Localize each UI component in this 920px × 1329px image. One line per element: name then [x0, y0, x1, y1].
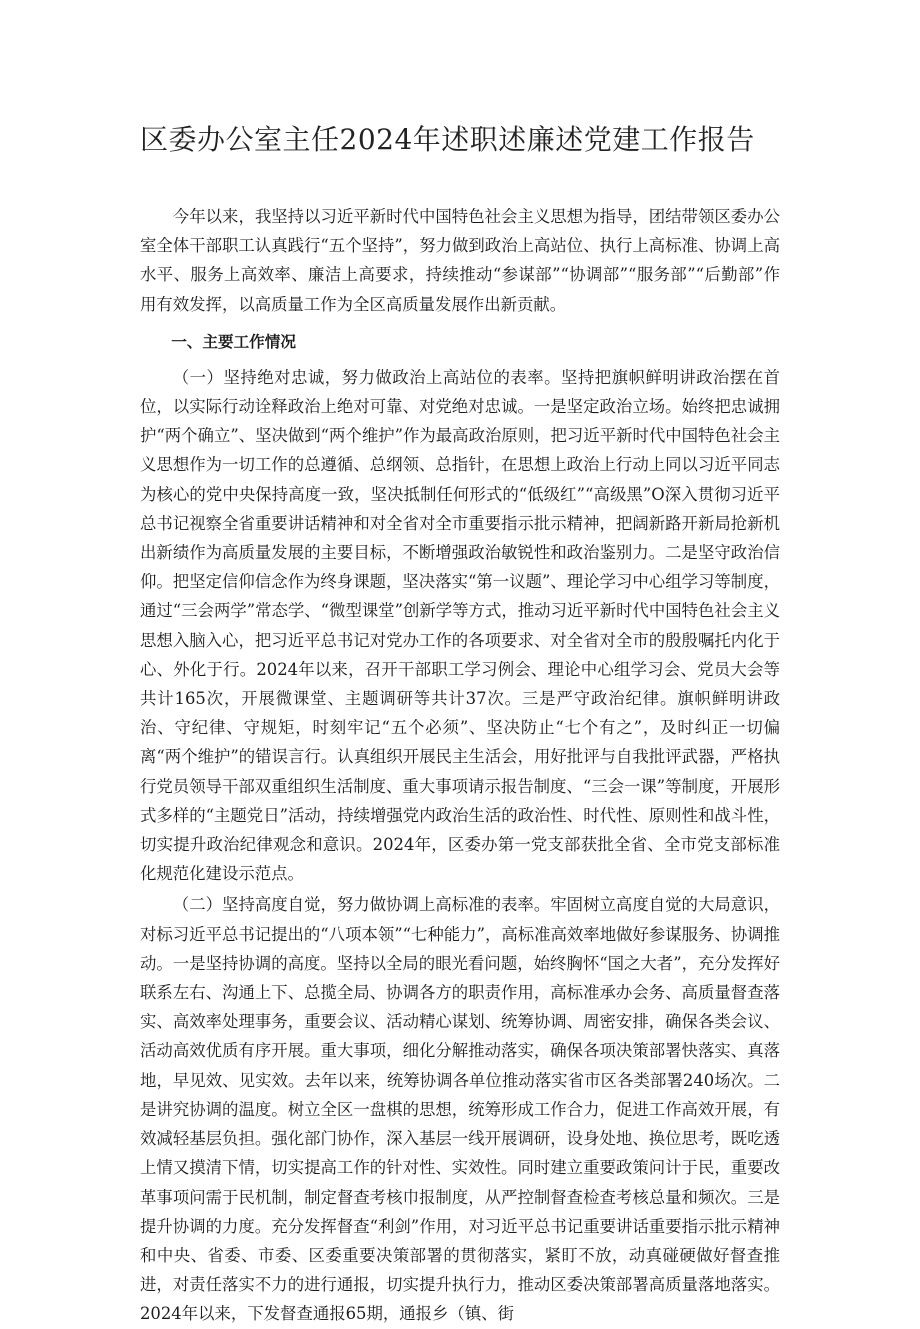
section-heading: 一、主要工作情况 — [171, 332, 296, 351]
body-paragraph-2: （二）坚持高度自觉，努力做协调上高标准的表率。牢固树立高度自觉的大局意识，对标习近平总书记提出的“八项本领”“七种能力”，高标准高效率地做好参谋服务、协调推动。一是坚持协调的高度。坚持以全局的眼光看问题，始终胸怀“国之大者”，充分发挥好联系左右、沟通上下、总揽全局、协调各方的职责作用，高标准承办会务、高质量督查落实、高效率处理事务，重要会议、活动精心谋划、统筹协调、周密安排，确保各类会议、活动高效优质有序开展。重大事项，细化分解推动落实，确保各项决策部署快落实、真落地，早见效、见实效。去年以来，统筹协调各单位推动落实省市区各类部署240场次。二是讲究协调的温度。树立全区一盘棋的思想，统筹形成工作合力，促进工作高效开展，有效减轻基层负担。强化部门协作，深入基层一线开展调研，设身处地、换位思考，既吃透上情又摸清下情，切实提高工作的针对性、实效性。同时建立重要政策问计于民，重要改革事项问需于民机制，制定督查考核巾报制度，从严控制督查检查考核总量和频次。三是提升协调的力度。充分发挥督查“利剑”作用，对习近平总书记重要讲话重要指示批示精神和中央、省委、市委、区委重要决策部署的贯彻落实，紧盯不放，动真碰硬做好督查推进，对责任落实不力的进行通报，切实提升执行力，推动区委决策部署高质量落地落实。2024年以来，下发督查通报65期，通报乡（镇、街 — [140, 895, 780, 1324]
body-paragraph-1: （一）坚持绝对忠诚，努力做政治上高站位的表率。坚持把旗帜鲜明讲政治摆在首位，以实际行动诠释政治上绝对可靠、对党绝对忠诚。一是坚定政治立场。始终把忠诚拥护“两个确立”、坚决做到“两个维护”作为最高政治原则，把习近平新时代中国特色社会主义思想作为一切工作的总遵循、总纲领、总指针，在思想上政治上行动上同以习近平同志为核心的党中央保持高度一致，坚决抵制任何形式的“低级红”“高级黑”O深入贯彻习近平总书记视察全省重要讲话精神和对全省对全市重要指示批示精神，把阔新路开新局抢新机出新绩作为高质量发展的主要目标，不断增强政治敏锐性和政治鉴别力。二是坚守政治信仰。把坚定信仰信念作为终身课题，坚决落实“第一议题”、理论学习中心组学习等制度，通过“三会两学”常态学、“微型课堂”创新学等方式，推动习近平新时代中国特色社会主义思想入脑入心，把习近平总书记对党办工作的各项要求、对全省对全市的殷殷嘱托内化于心、外化于行。2024年以来，召开干部职工学习例会、理论中心组学习会、党员大会等共计165次，开展微课堂、主题调研等共计37次。三是严守政治纪律。旗帜鲜明讲政治、守纪律、守规矩，时刻牢记“五个必须”、坚决防止“七个有之”，及时纠正一切偏离“两个维护”的错误言行。认真组织开展民主生活会，用好批评与自我批评武器，严格执行党员领导干部双重组织生活制度、重大事项请示报告制度、“三会一课”等制度，开展形式多样的“主题党日”活动，持续增强党内政治生活的政治性、时代性、原则性和战斗性，切实提升政治纪律观念和意识。2024年，区委办第一党支部获批全省、全市党支部标准化规范化建设示范点。 — [140, 367, 780, 884]
document-title: 区委办公室主任2024年述职述廉述党建工作报告 — [140, 123, 755, 156]
intro-paragraph: 今年以来，我坚持以习近平新时代中国特色社会主义思想为指导，团结带领区委办公室全体干部职工认真践行“五个坚持”，努力做到政治上高站位、执行上高标准、协调上高水平、服务上高效率、廉洁上高要求，持续推动“参谋部”“协调部”“服务部”“后勤部”作用有效发挥，以高质量工作为全区高质量发展作出新贡献。 — [140, 207, 780, 314]
document-body — [140, 202, 780, 1329]
